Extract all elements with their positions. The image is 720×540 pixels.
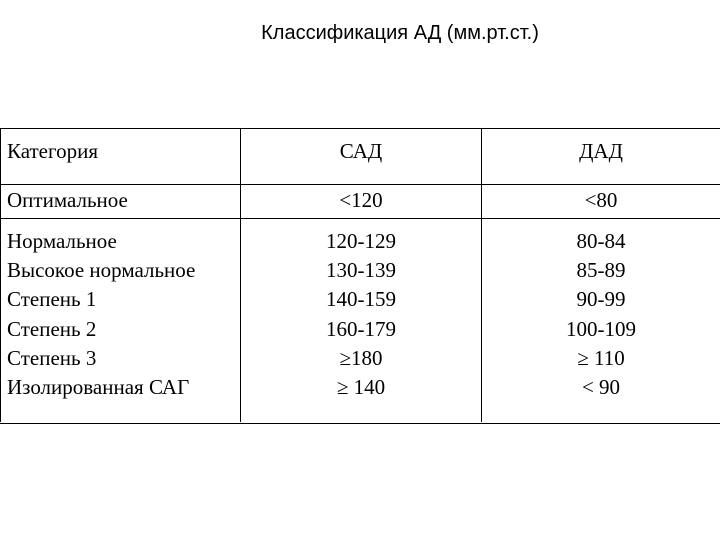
header-dad: ДАД (579, 139, 623, 163)
category-grade-3: Степень 3 (7, 345, 97, 370)
category-high-normal: Высокое нормальное (7, 258, 196, 283)
header-sad: САД (339, 139, 383, 163)
category-normal: Нормальное (7, 229, 117, 253)
dad-high-normal: 85-89 (576, 258, 626, 283)
dad-grade-3: ≥ 110 (577, 345, 625, 370)
sad-grade-1: 140-159 (326, 287, 396, 312)
page-title: Классификация АД (мм.рт.ст.) (261, 22, 539, 44)
sad-column (241, 227, 481, 402)
table-row-optimal (0, 184, 720, 219)
dad-grade-1: 90-99 (576, 287, 626, 312)
table-header-row (0, 128, 720, 185)
dad-isolated-sag: < 90 (581, 375, 621, 400)
cell-sad-optimal: <120 (339, 188, 383, 212)
cell-category-optimal: Оптимальное (7, 188, 128, 212)
dad-column (482, 227, 720, 402)
sad-grade-3: ≥180 (339, 345, 383, 370)
dad-grade-2: 100-109 (566, 316, 636, 341)
sad-normal: 120-129 (326, 229, 396, 253)
category-grade-2: Степень 2 (7, 316, 97, 341)
sad-grade-2: 160-179 (326, 316, 396, 341)
bp-classification-table (0, 128, 720, 422)
category-isolated-sag: Изолированная САГ (7, 375, 190, 400)
sad-isolated-sag: ≥ 140 (336, 375, 386, 400)
cell-dad-optimal: <80 (584, 188, 618, 212)
header-category: Категория (7, 139, 98, 163)
category-column (7, 227, 195, 402)
sad-high-normal: 130-139 (326, 258, 396, 283)
table-row-grades (0, 218, 720, 424)
category-grade-1: Степень 1 (7, 287, 97, 312)
dad-normal: 80-84 (576, 229, 626, 253)
